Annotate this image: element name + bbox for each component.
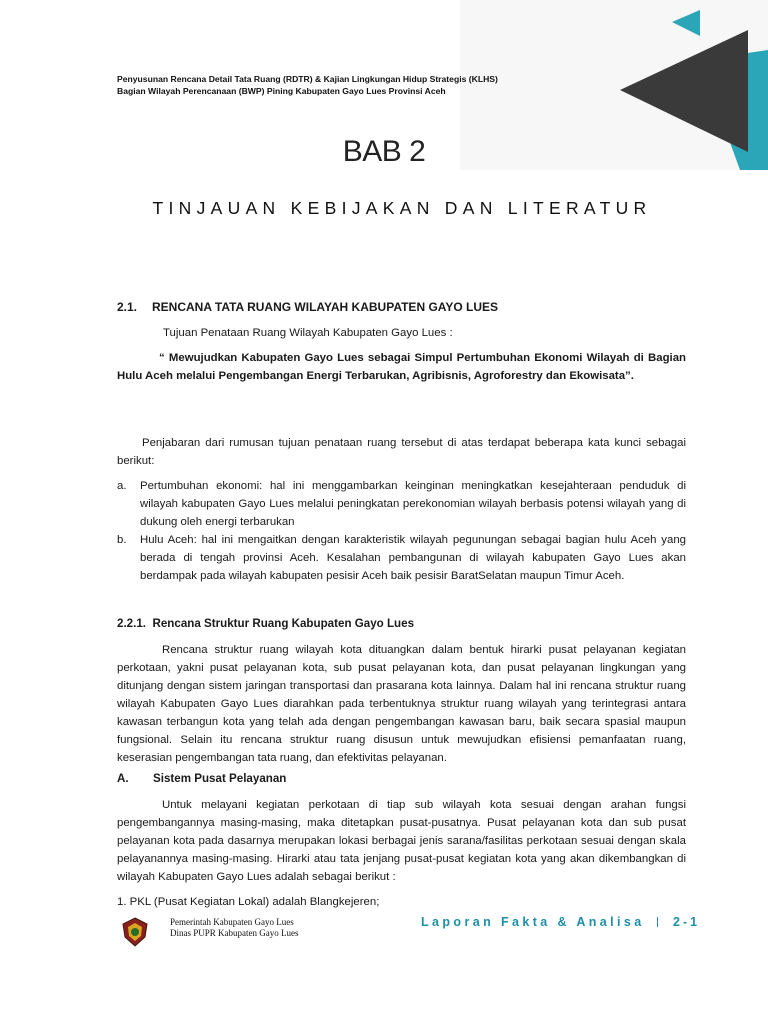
header-line-1: Penyusunan Rencana Detail Tata Ruang (RDTR) & Kajian Lingkungan Hidup Strategis (KLHS)	[117, 74, 498, 84]
section-heading	[117, 300, 498, 314]
section-intro: Tujuan Penataan Ruang Wilayah Kabupaten Gayo Lues :	[163, 327, 453, 339]
section-number: 2.1.	[117, 300, 138, 314]
list-text: Pertumbuhan ekonomi: hal ini menggambarkan keinginan meningkatkan kesejahteraan penduduk di wilayah kabupaten Gayo Lues melalui peningkatan perekonomian wilayah berbasis potensi wilayah yang di dukung oleh energi terbarukan	[140, 480, 686, 528]
footer-separator	[657, 917, 658, 927]
point-a-title: Sistem Pusat Pelayanan	[153, 772, 287, 785]
list-item-a	[117, 477, 686, 531]
list-marker: a.	[117, 480, 127, 492]
list-text: Hulu Aceh: hal ini mengaitkan dengan karakteristik wilayah pegunungan sebagai bagian hulu Aceh yang berada di tengah provinsi Aceh. Kesalahan pembangunan di wilayah kabupaten Gayo Lues akan berdampak pada wilayah kabupaten pesisir Aceh baik pesisir BaratSelatan maupun Timur Aceh.	[140, 534, 686, 582]
list-marker: b.	[117, 534, 127, 546]
page-number: 2-1	[673, 915, 701, 929]
header-line-2: Bagian Wilayah Perencanaan (BWP) Pining Kabupaten Gayo Lues Provinsi Aceh	[117, 86, 446, 96]
list-item-b	[117, 531, 686, 585]
chapter-title: TINJAUAN KEBIJAKAN DAN LITERATUR	[152, 198, 652, 218]
subsection-title: Rencana Struktur Ruang Kabupaten Gayo Lues	[152, 617, 415, 630]
footer-organization	[170, 917, 298, 939]
chapter-number: BAB 2	[342, 135, 426, 168]
point-a-paragraph: Untuk melayani kegiatan perkotaan di tiap sub wilayah kota sesuai dengan arahan fungsi pengembangannya masing-masing, maka ditetapkan pusat-pusatnya. Pusat pelayanan kota dan sub pusat pelayanan kota pada dasarnya merupakan lokasi berbagai jenis sarana/fasilitas perkotaan sesuai dengan skala pelayanannya masing-masing. Hirarki atau tata jenjang pusat-pusat kegiatan kota yang akan dikembangkan di wilayah Kabupaten Gayo Lues adalah sebagai berikut :	[117, 799, 686, 883]
regency-logo	[121, 917, 149, 947]
footer-report-title: Laporan Fakta & Analisa	[421, 915, 645, 929]
footer-org-line-2: Dinas PUPR Kabupaten Gayo Lues	[170, 928, 299, 938]
subsection-heading	[117, 617, 414, 630]
subsection-paragraph: Rencana struktur ruang wilayah kota dituangkan dalam bentuk hirarki pusat pelayanan kegiatan perkotaan, yakni pusat pelayanan kota, sub pusat pelayanan kota, dan pusat pelayanan lingkungan yang ditunjang dengan sistem jaringan transportasi dan prasarana kota lainnya. Dalam hal ini rencana struktur ruang wilayah Kabupaten Gayo Lues diarahkan pada terbentuknya struktur ruang wilayah yang terintegrasi antara kawasan terbangun kota yang telah ada dengan pengembangan kawasan baru, baik secara spasial maupun fungsional. Selain itu rencana struktur ruang disusun untuk mewujudkan efisiensi pemanfaatan ruang, keserasian pengembangan tata ruang, dan efektivitas pelayanan.	[117, 644, 686, 764]
section-quote: “ Mewujudkan Kabupaten Gayo Lues sebagai Simpul Pertumbuhan Ekonomi Wilayah di Bagian Hulu Aceh melalui Pengembangan Energi Terbarukan, Agribisnis, Agroforestry dan Ekowisata”.	[117, 352, 686, 382]
subsection-number: 2.2.1.	[117, 617, 147, 630]
section-title: RENCANA TATA RUANG WILAYAH KABUPATEN GAYO LUES	[152, 300, 499, 314]
point-a-heading	[117, 772, 286, 785]
footer-org-line-1: Pemerintah Kabupaten Gayo Lues	[170, 917, 294, 927]
point-a-marker: A.	[117, 772, 129, 785]
section-paragraph: Penjabaran dari rumusan tujuan penataan ruang tersebut di atas terdapat beberapa kata kunci sebagai berikut:	[117, 437, 686, 467]
point-a-list-item: 1. PKL (Pusat Kegiatan Lokal) adalah Blangkejeren;	[117, 896, 380, 908]
